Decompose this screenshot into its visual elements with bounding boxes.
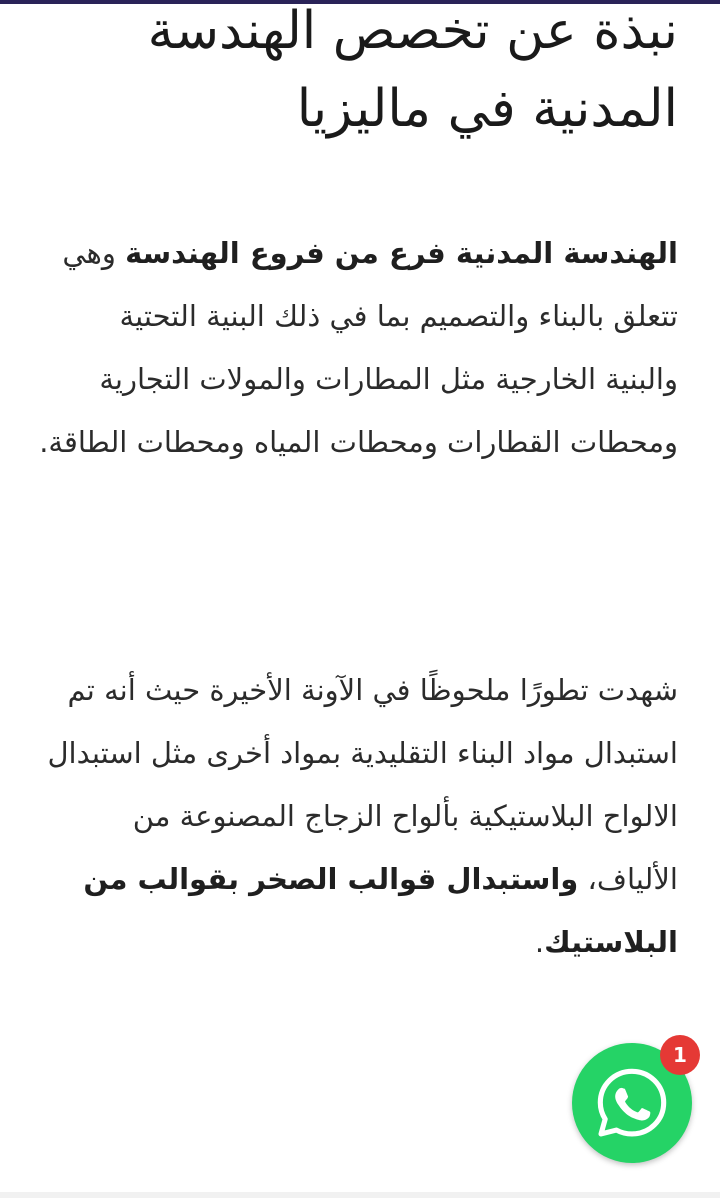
article-content [38,0,678,974]
paragraph-bold-lead: الهندسة المدنية فرع من فروع الهندسة [125,236,678,270]
paragraph-text: شهدت تطورًا ملحوظًا في الآونة الأخيرة حيث أنه تم استبدال مواد البناء التقليدية بمواد أخرى مثل استبدال الالواح البلاستيكية بألواح الزجاج المصنوعة من الألياف، [47,673,678,896]
bottom-divider [0,1192,720,1198]
paragraph-bold-tail: واستبدال قوالب الصخر بقوالب من البلاستيك [83,862,678,959]
paragraph-materials-development [38,659,678,974]
page-title: نبذة عن تخصص الهندسة المدنية في ماليزيا [147,1,678,139]
paragraph-text: وهي تتعلق بالبناء والتصميم بما في ذلك البنية التحتية والبنية الخارجية مثل المطارات والمولات التجارية ومحطات القطارات ومحطات المياه ومحطات الطاقة. [39,236,678,459]
notification-badge: 1 [660,1035,700,1075]
whatsapp-icon [593,1064,671,1142]
paragraph-civil-engineering-definition [38,222,678,474]
paragraph-trailing-punctuation: . [534,925,545,959]
